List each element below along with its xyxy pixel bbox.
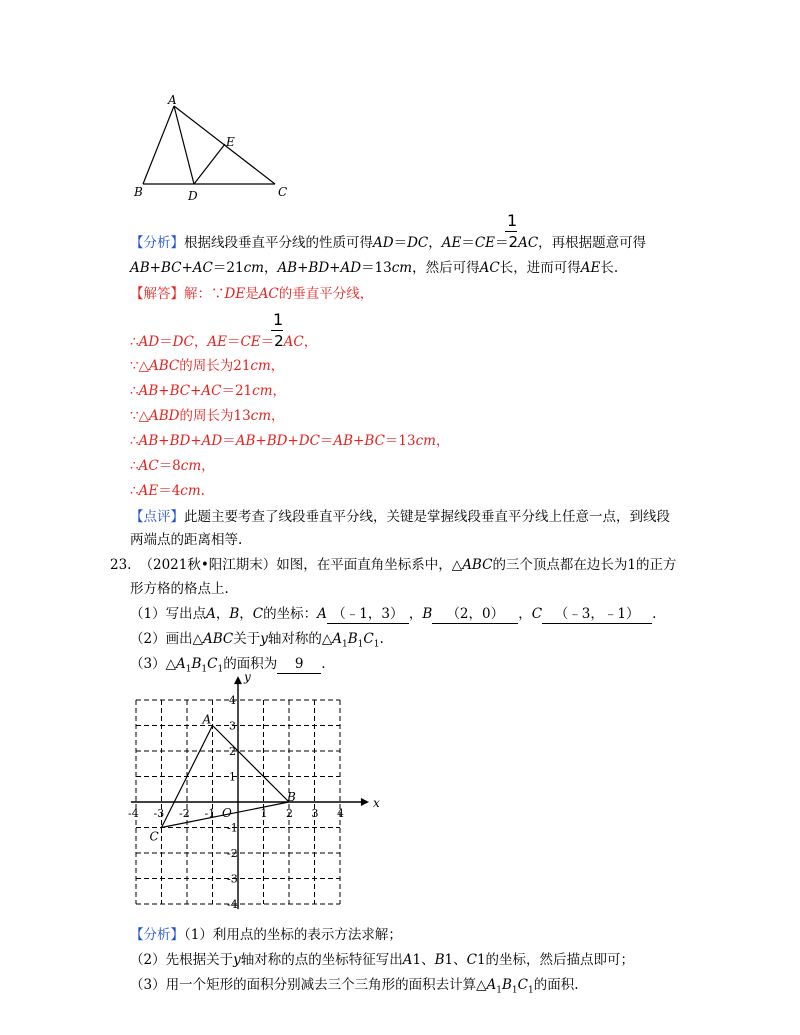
text: ∴ <box>130 433 139 449</box>
text: 的垂直平分线， <box>278 286 374 302</box>
text: （3）用一个矩形的面积分别减去三个三角形的面积去计算△ <box>130 977 487 993</box>
label-d: D <box>188 189 198 203</box>
text: 根据线段垂直平分线的性质可得 <box>184 235 373 251</box>
text: ∵△ <box>130 408 149 424</box>
y-tick-label: -1 <box>227 821 238 835</box>
text: ＝21 <box>221 383 253 399</box>
text: B <box>434 952 445 968</box>
text: ＝21 <box>212 260 244 276</box>
text: cm <box>243 260 264 276</box>
answer-c: （﹣3，﹣1） <box>542 605 652 624</box>
text: C <box>363 631 374 647</box>
text: ＝ <box>222 433 236 449</box>
text: 的周长为13 <box>179 408 251 424</box>
answer-area: 9 <box>277 655 321 674</box>
text: 轴对称的点的坐标特征写出 <box>240 952 403 968</box>
text: CE <box>474 235 496 251</box>
text: cm <box>180 483 201 499</box>
y-tick-label: 2 <box>229 745 236 758</box>
text: A <box>175 656 186 672</box>
text: ， <box>239 606 253 622</box>
text: ABD <box>148 408 180 424</box>
text: ，然后可得 <box>412 260 480 276</box>
q23-analysis-line-1 <box>130 926 402 944</box>
text: y <box>260 631 268 647</box>
q22-step-5 <box>130 432 449 450</box>
text: 的周长为21 <box>179 358 251 374</box>
text: （1）写出点 <box>130 606 207 622</box>
text: 1 <box>496 985 502 996</box>
text: ＝13 <box>361 260 392 276</box>
fraction-numerator-1: 1 <box>507 211 518 230</box>
text: B <box>229 606 240 622</box>
text: A <box>402 952 413 968</box>
y-tick-label: 3 <box>229 719 236 733</box>
text: ∵△ <box>130 358 149 374</box>
text: ＝ <box>393 235 408 251</box>
text: C <box>531 606 543 622</box>
fraction-numerator-2: 1 <box>273 310 284 329</box>
analysis-tag: 【分析】 <box>130 235 184 251</box>
text: cm <box>250 408 272 424</box>
label-c: C <box>278 185 288 199</box>
q23-stem-line-2 <box>130 580 229 598</box>
origin-label: O <box>222 806 232 820</box>
text: ＝13 <box>384 433 416 449</box>
text: ＝ <box>461 235 475 251</box>
text: DC <box>172 334 194 350</box>
q23-analysis-line-2 <box>130 951 634 969</box>
fraction-denominator-2: 2 <box>274 332 284 350</box>
x-tick-label: 1 <box>260 807 268 820</box>
fraction-bar-2 <box>271 330 283 331</box>
text: . <box>200 483 205 499</box>
text: ＝ <box>226 334 241 350</box>
text: 1 <box>217 664 224 675</box>
text: DE <box>224 286 246 302</box>
text: 1 <box>201 664 208 675</box>
q22-step-6 <box>130 457 215 475</box>
text: ， <box>271 408 285 424</box>
text: ＝ <box>495 235 509 251</box>
text: 的面积为 <box>223 656 278 672</box>
text: AB+BC+AC <box>130 260 213 276</box>
text: AD <box>138 334 160 350</box>
q23-part-2 <box>130 630 384 654</box>
text: 的坐标： <box>263 606 318 622</box>
text: y <box>233 952 241 968</box>
text: AB+BD+AD <box>277 260 362 276</box>
y-tick-label: 1 <box>229 770 236 784</box>
text: ＝4 <box>158 483 181 499</box>
x-tick-label: 3 <box>311 807 319 820</box>
answer-a: （﹣1，3） <box>327 605 409 624</box>
text: （2021秋•阳江期末）如图，在平面直角坐标系中，△ <box>139 557 463 573</box>
q22-step-1 <box>130 332 317 351</box>
text: A <box>486 977 497 993</box>
q23-part-1 <box>130 605 656 624</box>
text: CE <box>240 334 261 350</box>
text: 解：∵ <box>184 286 225 302</box>
triangle-abc <box>150 713 297 844</box>
text: ，再根据题意可得 <box>538 235 647 251</box>
text: ＝8 <box>158 458 181 474</box>
coordinate-grid-figure <box>120 670 380 914</box>
q23-stem-line-1 <box>110 556 677 574</box>
q22-analysis-line-2 <box>130 259 618 277</box>
text: AC <box>518 235 539 251</box>
text: DC <box>407 235 429 251</box>
text: AB+BC+AC <box>138 383 222 399</box>
text: ABC <box>148 358 180 374</box>
text: AE <box>207 334 227 350</box>
triangle-figure <box>128 92 298 204</box>
text: 1 <box>511 985 518 996</box>
text: ， <box>193 334 208 350</box>
text: 此题主要考查了线段垂直平分线，关键是掌握线段垂直平分线上任意一点，到线段 <box>184 509 670 525</box>
question-number: 23. <box>110 557 132 573</box>
fraction-denominator-1: 2 <box>508 233 519 251</box>
text: 1 <box>527 985 534 996</box>
text: 1 <box>185 664 192 675</box>
text: ∴ <box>130 458 139 474</box>
text: ∴ <box>130 383 139 399</box>
text: 形方格的格点上. <box>130 581 229 597</box>
q23-part-3 <box>130 655 326 679</box>
text: ， <box>518 606 532 622</box>
text: cm <box>415 433 436 449</box>
text: ， <box>270 358 285 374</box>
x-tick-label: -1 <box>204 807 216 820</box>
q23-analysis-line-3 <box>130 976 579 1000</box>
x-tick-label: 2 <box>286 807 293 820</box>
text: 关于 <box>233 631 261 647</box>
text: ∴ <box>130 483 139 499</box>
text: ， <box>215 606 230 622</box>
text: C <box>207 656 218 672</box>
text: ， <box>303 334 318 350</box>
text: A <box>332 631 343 647</box>
text: C <box>517 977 528 993</box>
x-tick-label: -3 <box>153 807 165 820</box>
text: AE <box>580 260 601 276</box>
y-tick-label: -3 <box>227 872 238 886</box>
text: 的三个顶点都在边长为1的正方 <box>492 557 677 573</box>
text: 长，进而可得 <box>499 260 581 276</box>
text: C <box>466 952 477 968</box>
text: 1 <box>373 639 380 650</box>
text: B <box>501 977 512 993</box>
text: C <box>252 606 264 622</box>
x-axis-arrow <box>361 798 369 806</box>
text: B <box>347 631 358 647</box>
text: 是 <box>245 286 259 302</box>
text: AC <box>258 286 279 302</box>
text: ＝ <box>159 334 173 350</box>
comment-tag: 【点评】 <box>130 509 184 525</box>
x-tick-label: 4 <box>337 807 344 820</box>
label-e: E <box>226 135 235 149</box>
answer-b: （2，0） <box>432 605 518 624</box>
x-tick-label: -2 <box>179 807 190 820</box>
text: 1的坐标，然后描点即可； <box>476 952 635 968</box>
text: 1、 <box>412 952 435 968</box>
text: 1 <box>342 639 348 650</box>
x-tick-label: -4 <box>128 807 139 820</box>
y-tick-label: -4 <box>227 898 238 911</box>
text: ABC <box>202 631 234 647</box>
text: ， <box>263 260 278 276</box>
text: cm <box>250 358 271 374</box>
q22-step-3 <box>130 382 286 400</box>
text: （2）画出△ <box>130 631 203 647</box>
text: 的面积. <box>533 977 579 993</box>
text: AE <box>138 483 159 499</box>
text: ， <box>428 235 442 251</box>
text: cm <box>252 383 273 399</box>
q22-step-2 <box>130 357 284 375</box>
text: B <box>422 606 433 622</box>
text: 1、 <box>444 952 467 968</box>
text: 两端点的距离相等. <box>130 532 243 548</box>
text: ， <box>272 383 287 399</box>
text: （3）△ <box>130 656 176 672</box>
text: 1 <box>357 639 364 650</box>
text: ＝ <box>319 433 334 449</box>
text: 轴对称的△ <box>267 631 333 647</box>
q22-comment-line-2 <box>130 531 242 549</box>
y-tick-label: -2 <box>227 847 238 860</box>
text: A <box>206 606 216 622</box>
point-a-label: A <box>202 712 212 727</box>
text: ， <box>201 458 215 474</box>
text: AB+BC <box>333 433 385 449</box>
q22-answer-line-1 <box>130 285 373 303</box>
text: . <box>321 656 326 672</box>
text: B <box>191 656 202 672</box>
text: AE <box>441 235 462 251</box>
text: ， <box>408 606 423 622</box>
analysis-tag: 【分析】 <box>130 927 184 943</box>
fraction-bar-1 <box>505 231 517 232</box>
text: （2）先根据关于 <box>130 952 234 968</box>
text: AC <box>138 458 159 474</box>
y-tick-label: 4 <box>229 694 236 707</box>
axes <box>131 670 380 909</box>
text: ABC <box>462 557 493 573</box>
text: ， <box>435 433 450 449</box>
text: AB+BD+AD <box>138 433 223 449</box>
text: AB+BD+DC <box>235 433 320 449</box>
label-a: A <box>168 93 177 107</box>
q22-analysis-line-1 <box>130 233 646 252</box>
text: cm <box>180 458 202 474</box>
text: ＝ <box>260 334 275 350</box>
text: . <box>379 631 384 647</box>
q22-comment-line-1 <box>130 508 670 526</box>
q22-step-4 <box>130 407 285 425</box>
text: 长. <box>600 260 619 276</box>
text: ∴ <box>130 334 139 350</box>
point-c-label: C <box>149 829 159 844</box>
point-b-label: B <box>287 790 296 804</box>
text: AD <box>373 235 394 251</box>
answer-tag: 【解答】 <box>130 286 184 302</box>
text: cm <box>391 260 413 276</box>
text: AC <box>479 260 500 276</box>
q22-step-7 <box>130 482 205 500</box>
x-axis-label: x <box>372 796 380 810</box>
text: AC <box>283 334 304 350</box>
y-axis-arrow <box>234 676 242 684</box>
text: A <box>317 606 327 622</box>
label-b: B <box>134 185 143 199</box>
text: . <box>652 606 657 622</box>
y-axis-label: y <box>244 670 251 685</box>
text: （1）利用点的坐标的表示方法求解； <box>184 927 402 943</box>
